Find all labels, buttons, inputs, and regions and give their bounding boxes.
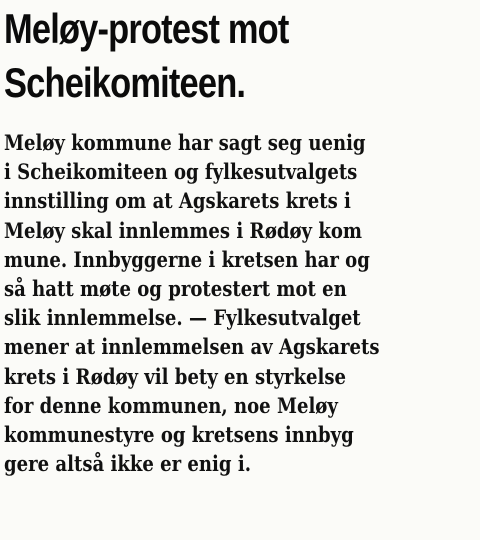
headline-line: Meløy-protest mot xyxy=(4,5,289,52)
article-body xyxy=(4,128,413,478)
body-line: for denne kommunen, noe Meløy xyxy=(4,392,338,418)
body-line: kommunestyre og kretsens innbyg xyxy=(4,422,354,448)
body-line: så hatt møte og protestert mot en xyxy=(4,276,347,302)
body-line: slik innlemmelse. — Fylkesutvalget xyxy=(4,305,361,331)
body-line: Meløy skal innlemmes i Rødøy kom xyxy=(4,217,363,243)
body-line: krets i Rødøy vil bety en styrkelse xyxy=(4,363,347,389)
article-headline xyxy=(4,2,394,110)
body-line: Meløy kommune har sagt seg uenig xyxy=(4,130,366,155)
body-line: innstilling om at Agskarets krets i xyxy=(4,188,351,214)
headline-line: Scheikomiteen. xyxy=(4,59,246,106)
body-line: mener at innlemmelsen av Agskarets xyxy=(4,334,380,360)
body-line: mune. Innbyggerne i kretsen har og xyxy=(4,246,370,272)
body-line: gere altså ikke er enig i. xyxy=(4,451,251,477)
body-line: i Scheikomiteen og fylkesutvalgets xyxy=(4,159,358,185)
